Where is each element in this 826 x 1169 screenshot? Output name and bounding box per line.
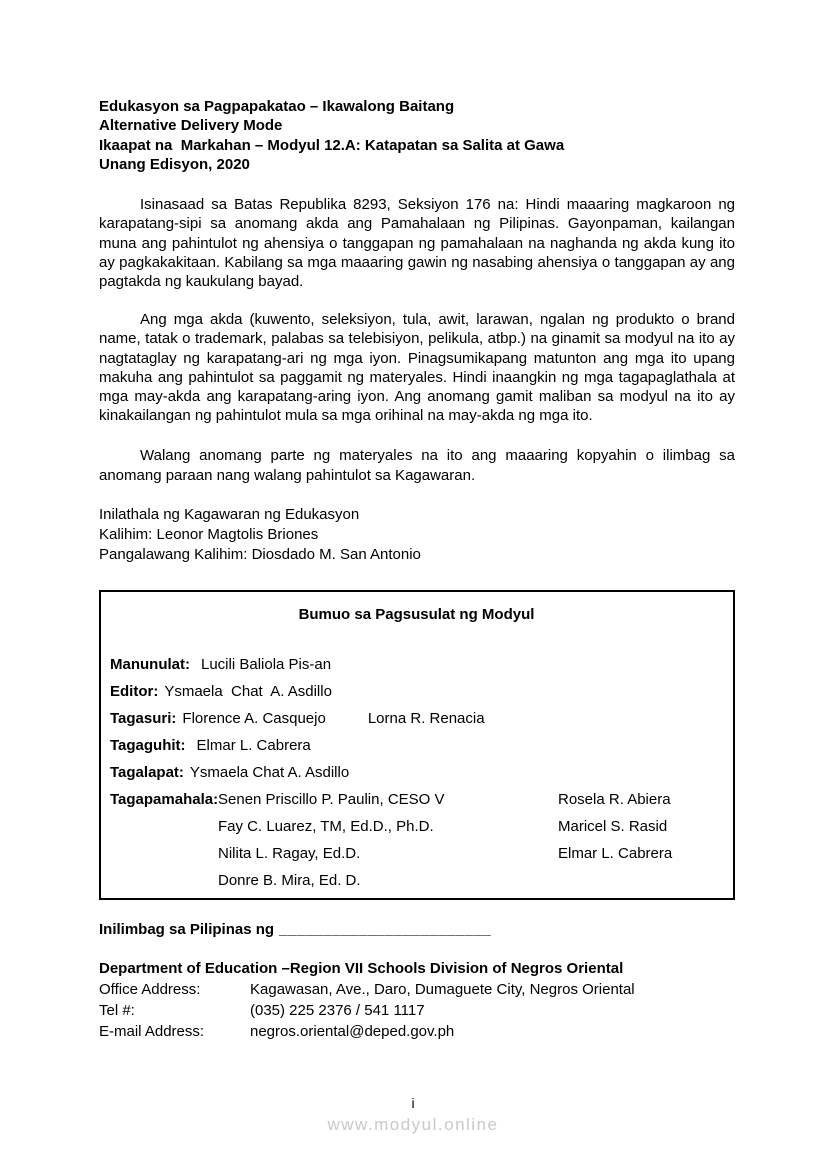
contact-row-office-address xyxy=(99,979,735,1000)
team-row-value: Ysmaela Chat A. Asdillo xyxy=(189,763,350,781)
team-box-title: Bumuo sa Pagsusulat ng Modyul xyxy=(298,605,535,623)
team-row-value-2: Lorna R. Renacia xyxy=(367,709,485,727)
watermark-text: www.modyul.online xyxy=(327,1115,499,1134)
secretary-line: Kalihim: Leonor Magtolis Briones xyxy=(99,525,319,543)
printing-label: Inilimbag sa Pilipinas ng xyxy=(99,920,275,938)
team-row-tagapamahala xyxy=(110,786,723,894)
team-row-label: Tagapamahala: xyxy=(110,790,219,808)
manager-name: Maricel S. Rasid xyxy=(558,817,668,835)
page-number: i xyxy=(411,1095,415,1111)
module-header xyxy=(99,97,735,174)
team-row-value: Lucili Baliola Pis-an xyxy=(201,655,332,673)
manager-name: Nilita L. Ragay, Ed.D. xyxy=(218,844,361,862)
module-subject-line: Edukasyon sa Pagpapakatao – Ikawalong Baitang xyxy=(99,98,455,115)
contact-label: Tel #: xyxy=(99,1001,135,1019)
team-row-label: Editor: xyxy=(110,682,159,700)
publisher-block xyxy=(99,505,735,565)
team-rows xyxy=(110,651,723,894)
contact-label: Office Address: xyxy=(99,980,201,998)
manager-name: Rosela R. Abiera xyxy=(558,790,671,808)
module-title-line: Ikaapat na Markahan – Modyul 12.A: Katapatan sa Salita at Gawa xyxy=(99,136,565,154)
contact-row-email xyxy=(99,1021,735,1042)
module-mode-line: Alternative Delivery Mode xyxy=(99,117,283,135)
printing-blank-line: ________________________ xyxy=(279,920,492,938)
tagapamahala-right-column xyxy=(558,786,672,867)
team-row-value: Elmar L. Cabrera xyxy=(196,736,311,754)
team-row-label: Manunulat: xyxy=(110,655,190,673)
manager-name: Elmar L. Cabrera xyxy=(558,844,673,862)
publisher-line: Inilathala ng Kagawaran ng Edukasyon xyxy=(99,505,360,523)
manager-name: Donre B. Mira, Ed. D. xyxy=(218,871,361,889)
team-row-editor xyxy=(110,678,723,705)
team-row-label: Tagaguhit: xyxy=(110,736,186,754)
copyright-paragraph-1: Isinasaad sa Batas Republika 8293, Seksiyon 176 na: Hindi maaaring magkaroon ng karapatang-sipi sa anomang akda ang Pamahalaan ng Pilipinas. Gayonpaman, kailangan muna ang pahintulot ng ahensiya o tanggapan ng pamahalaan na naghanda ng akda kung ito ay pagkakakitaan. Kabilang sa mga maaaring gawin ng nasabing ahensiya o tanggapan ay ang pagtakda ng kaukulang bayad. xyxy=(99,196,735,290)
team-row-tagasuri xyxy=(110,705,723,732)
module-edition-line: Unang Edisyon, 2020 xyxy=(99,155,250,173)
team-row-value: Ysmaela Chat A. Asdillo xyxy=(164,682,332,700)
copyright-paragraph-2: Ang mga akda (kuwento, seleksiyon, tula, awit, larawan, ngalan ng produkto o brand name, tatak o trademark, palabas sa telebisiyon, pelikula, atbp.) na ginamit sa modyul na ito ay nagtataglay ng karapatang-ari ng mga iyon. Pinagsumikapang matunton ang mga ito upang makuha ang pahintulot sa paggamit ng materyales. Hindi inaangkin ng mga tagapaglathala at mga may-akda ang karapatang-aring iyon. Ang anomang gamit maliban sa modyul na ito ay kinakailangan ng pahintulot mula sa mga orihinal na may-akda ng mga ito. xyxy=(99,311,735,425)
tagapamahala-left-column xyxy=(218,786,558,894)
team-row-label: Tagasuri: xyxy=(110,709,177,727)
contact-label: E-mail Address: xyxy=(99,1022,205,1040)
team-row-label: Tagalapat: xyxy=(110,763,184,781)
printing-line xyxy=(99,920,735,939)
contact-block xyxy=(99,958,735,1042)
undersecretary-line: Pangalawang Kalihim: Diosdado M. San Antonio xyxy=(99,545,421,563)
contact-row-telephone xyxy=(99,1000,735,1021)
contact-value: negros.oriental@deped.gov.ph xyxy=(250,1022,455,1040)
team-row-tagalapat xyxy=(110,759,723,786)
team-row-manunulat xyxy=(110,651,723,678)
manager-name: Senen Priscillo P. Paulin, CESO V xyxy=(218,790,445,808)
contact-value: Kagawasan, Ave., Daro, Dumaguete City, Negros Oriental xyxy=(250,980,635,998)
development-team-box xyxy=(99,590,735,900)
team-row-tagaguhit xyxy=(110,732,723,759)
department-name: Department of Education –Region VII Schools Division of Negros Oriental xyxy=(99,959,624,977)
manager-name: Fay C. Luarez, TM, Ed.D., Ph.D. xyxy=(218,817,434,835)
contact-value: (035) 225 2376 / 541 1117 xyxy=(250,1001,425,1019)
team-row-value: Florence A. Casquejo xyxy=(182,709,326,727)
copyright-paragraph-3: Walang anomang parte ng materyales na ito ang maaaring kopyahin o ilimbag sa anomang paraan nang walang pahintulot sa Kagawaran. xyxy=(99,447,735,484)
